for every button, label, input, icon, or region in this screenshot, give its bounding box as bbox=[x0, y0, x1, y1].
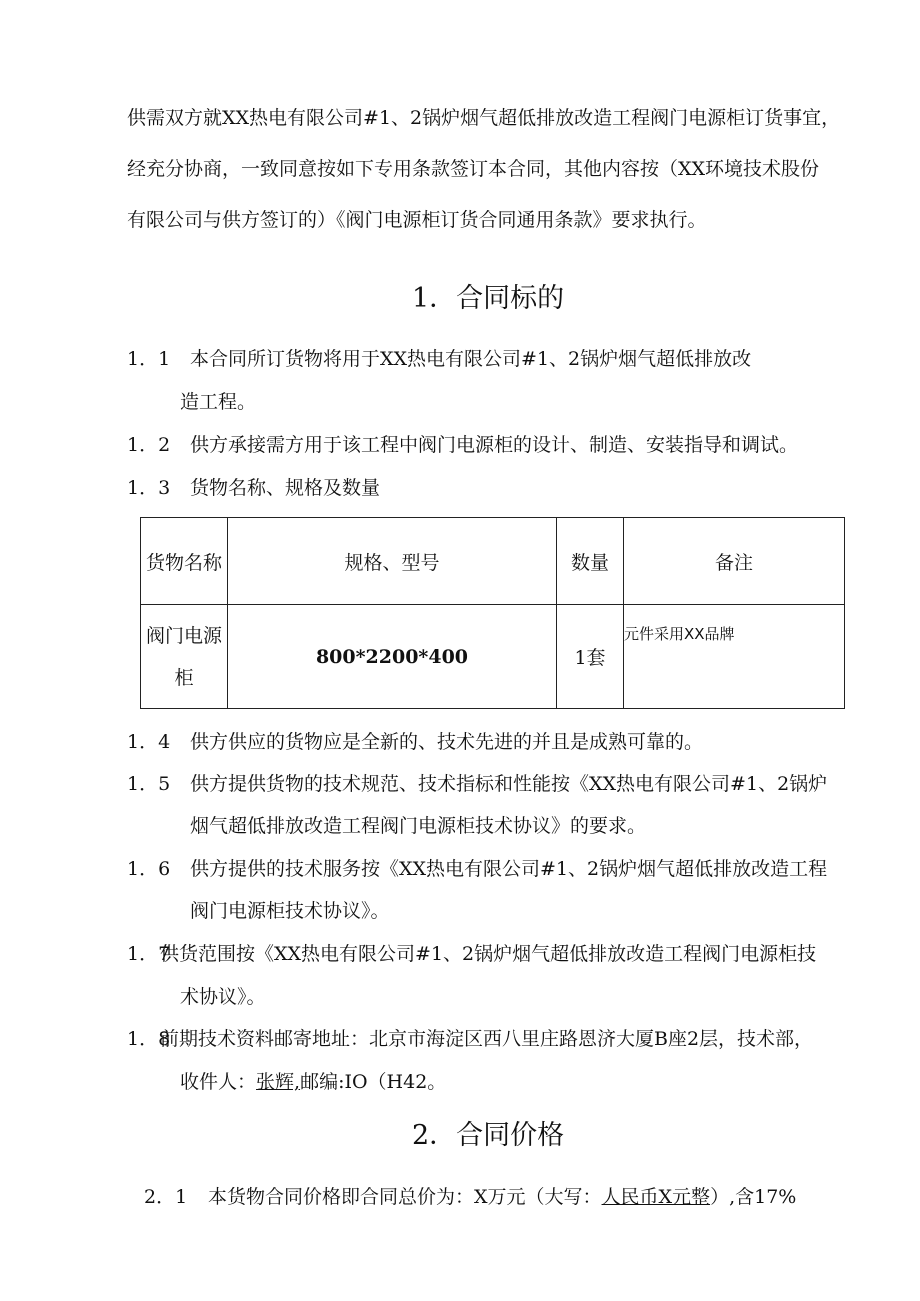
price-suffix: ）,含17% bbox=[710, 1186, 797, 1208]
item-number: 1．5 bbox=[127, 773, 171, 795]
item-number: 1．6 bbox=[127, 858, 171, 880]
goods-table bbox=[140, 517, 845, 709]
item-text: 供方提供的技术服务按《XX热电有限公司#1、2锅炉烟气超低排放改造工程 bbox=[190, 858, 828, 880]
section-1-heading: 1．合同标的 bbox=[412, 283, 565, 314]
item-number: 1．1 bbox=[127, 348, 171, 370]
item-text: 货物名称、规格及数量 bbox=[190, 477, 381, 499]
item-text: 供方供应的货物应是全新的、技术先进的并且是成熟可靠的。 bbox=[190, 731, 704, 753]
item-text-cont: 造工程。 bbox=[180, 391, 257, 413]
item-text-cont: 术协议》。 bbox=[180, 986, 266, 1008]
cell-quantity: 1套 bbox=[557, 605, 624, 709]
item-number: 1．3 bbox=[127, 477, 171, 499]
item-text: 供方提供货物的技术规范、技术指标和性能按《XX热电有限公司#1、2锅炉 bbox=[190, 773, 828, 795]
item-number: 1．8 bbox=[127, 1028, 171, 1050]
item-number: 2．1 bbox=[144, 1186, 188, 1208]
item-text: 前期技术资料邮寄地址：北京市海淀区西八里庄路恩济大厦B座2层，技术部， bbox=[160, 1028, 814, 1050]
postal-code: 邮编:IO（H42。 bbox=[300, 1071, 447, 1093]
header-goods-name: 货物名称 bbox=[141, 518, 228, 605]
price-amount-words: 人民币X元整 bbox=[601, 1186, 711, 1208]
section-2-heading: 2．合同价格 bbox=[412, 1120, 565, 1151]
intro-line-2: 经充分协商，一致同意按如下专用条款签订本合同，其他内容按（XX环境技术股份 bbox=[127, 158, 820, 180]
item-number: 1．4 bbox=[127, 731, 171, 753]
header-spec: 规格、型号 bbox=[228, 518, 557, 605]
item-text: 本合同所订货物将用于XX热电有限公司#1、2锅炉烟气超低排放改 bbox=[190, 348, 752, 370]
item-text bbox=[208, 1186, 796, 1208]
price-prefix: 本货物合同价格即合同总价为：X万元（大写： bbox=[208, 1186, 602, 1208]
intro-line-3: 有限公司与供方签订的）《阀门电源柜订货合同通用条款》要求执行。 bbox=[127, 209, 707, 231]
header-remarks: 备注 bbox=[624, 518, 845, 605]
cell-goods-name: 阀门电源柜 bbox=[141, 605, 228, 709]
item-text-cont: 烟气超低排放改造工程阀门电源柜技术协议》的要求。 bbox=[190, 815, 647, 837]
table-header-row bbox=[141, 518, 845, 605]
table-row bbox=[141, 605, 845, 709]
recipient-label: 收件人： bbox=[180, 1071, 257, 1093]
item-text: 供货范围按《XX热电有限公司#1、2锅炉烟气超低排放改造工程阀门电源柜技 bbox=[160, 943, 817, 965]
item-number: 1．7 bbox=[127, 943, 171, 965]
header-quantity: 数量 bbox=[557, 518, 624, 605]
item-text-cont bbox=[180, 1071, 446, 1093]
item-text: 供方承接需方用于该工程中阀门电源柜的设计、制造、安装指导和调试。 bbox=[190, 434, 799, 456]
cell-spec: 800*2200*400 bbox=[228, 605, 557, 709]
item-number: 1．2 bbox=[127, 434, 171, 456]
recipient-name: 张辉, bbox=[256, 1071, 301, 1093]
cell-remarks: 元件采用XX品牌 bbox=[624, 605, 845, 709]
item-text-cont: 阀门电源柜技术协议》。 bbox=[190, 900, 390, 922]
intro-line-1: 供需双方就XX热电有限公司#1、2锅炉烟气超低排放改造工程阀门电源柜订货事宜， bbox=[127, 107, 841, 129]
